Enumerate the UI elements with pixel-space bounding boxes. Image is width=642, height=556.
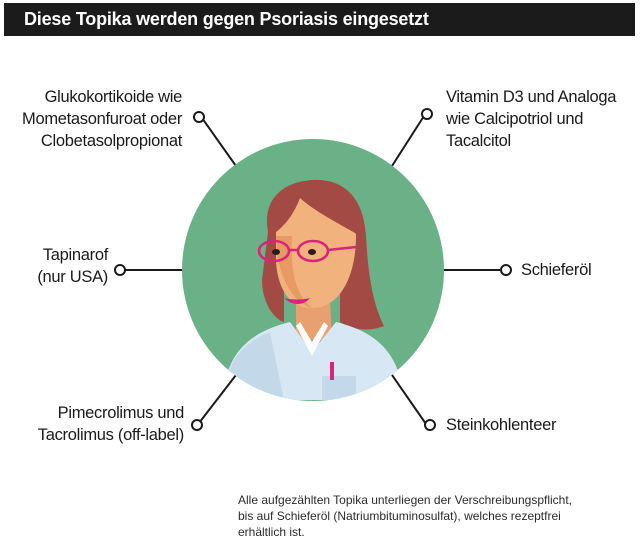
node-top-right [422, 109, 432, 119]
node-top-left [194, 112, 204, 122]
page-title: Diese Topika werden gegen Psoriasis eingesetzt [24, 9, 429, 29]
label-schieferoel: Schieferöl [521, 261, 592, 279]
label-steinkohlenteer: Steinkohlenteer [446, 416, 557, 434]
label-pimecrolimus: Pimecrolimus und Tacrolimus (off-label) [37, 404, 184, 444]
connector-line-top-right [392, 116, 424, 166]
node-middle-left [115, 265, 125, 275]
node-bottom-left [192, 420, 202, 430]
pen-icon [330, 362, 334, 380]
label-tapinarof: Tapinarof (nur USA) [37, 246, 108, 286]
node-middle-right [501, 265, 511, 275]
label-glukokortikoide: Glukokortikoide wie Mometasonfuroat oder Clobetasolpropionat [22, 88, 183, 150]
eye-right [308, 249, 316, 255]
node-bottom-right [425, 420, 435, 430]
connector-line-top-left [202, 118, 236, 166]
connector-line-bottom-right [392, 375, 426, 424]
label-vitamin-d3: Vitamin D3 und Analoga wie Calcipotriol und Tacalcitol [446, 88, 617, 150]
connector-line-bottom-left [199, 375, 236, 423]
footnote: Alle aufgezählten Topika unterliegen der Verschreibungspflicht, bis auf Schieferöl (Natriumbituminosulfat), welches rezeptfrei erhältlich ist. [238, 493, 572, 539]
coat-pocket [322, 376, 356, 400]
eye-left [272, 249, 280, 255]
